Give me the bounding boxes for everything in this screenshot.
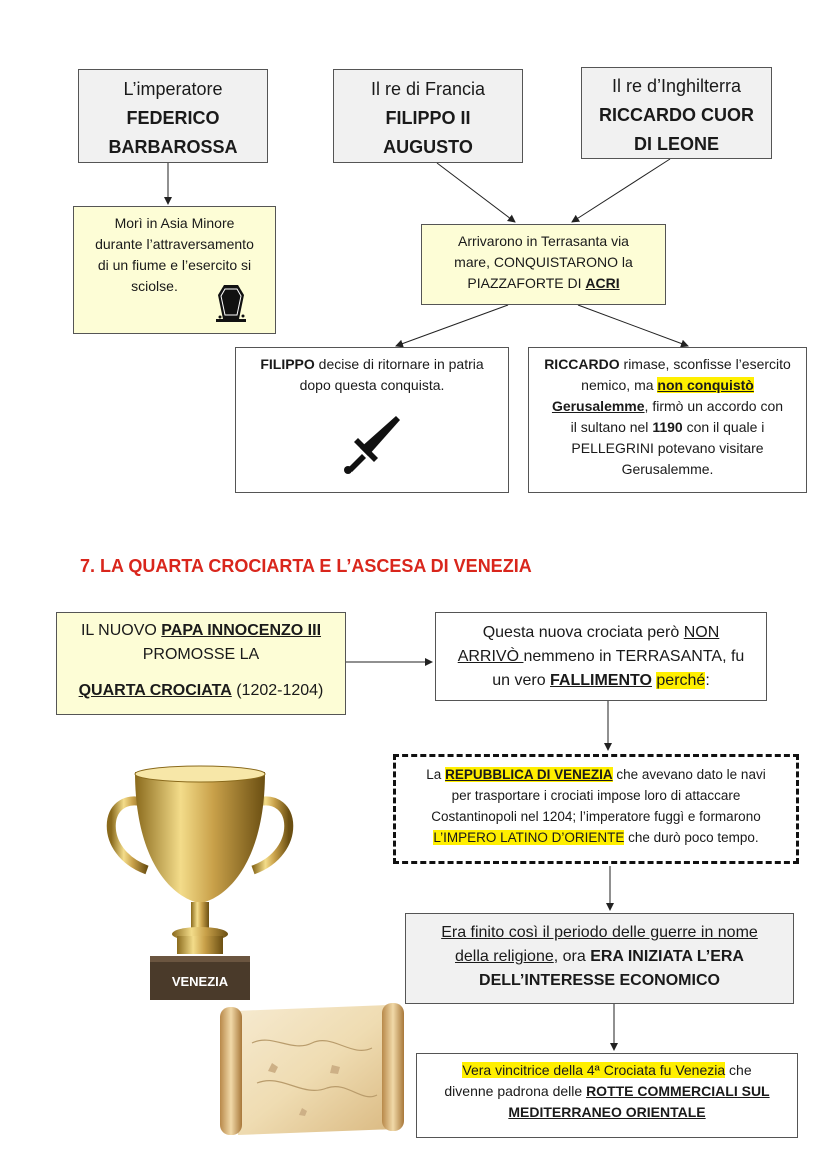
filippo-line: dopo questa conquista. <box>299 377 445 393</box>
arrow-acri-riccardo <box>578 305 688 346</box>
era-religion: della religione <box>455 948 554 965</box>
acri-name: ACRI <box>585 275 620 291</box>
emperor-box <box>78 69 268 163</box>
death-line: di un fiume e l’esercito si <box>97 257 252 273</box>
failure-fallimento: FALLIMENTO <box>550 672 652 689</box>
riccardo-text: il sultano nel <box>570 419 653 435</box>
era-text: , ora <box>553 948 591 965</box>
era-line <box>406 945 793 969</box>
sword-icon <box>340 412 404 476</box>
england-box <box>581 67 772 159</box>
failure-arrivo: ARRIVÒ <box>457 648 524 665</box>
venezia-line: per trasportare i crociati impose loro di attaccare <box>451 788 741 803</box>
failure-text: nemmeno in TERRASANTA, fu <box>523 648 745 665</box>
emperor-title: L’imperatore <box>123 79 223 99</box>
innocenzo-line: PROMOSSE LA <box>142 646 260 663</box>
death-line: sciolse. <box>131 278 178 294</box>
failure-line <box>436 621 766 645</box>
arrow-acri-filippo <box>396 305 508 346</box>
emperor-name-2: BARBAROSSA <box>108 137 238 157</box>
era-new: ERA INIZIATA L’ERA <box>590 948 744 965</box>
failure-text: un vero <box>492 672 551 689</box>
riccardo-name: RICCARDO <box>544 356 620 372</box>
filippo-box <box>235 347 509 493</box>
failure-perche: perché <box>656 672 706 689</box>
riccardo-highlight: non conquistò <box>657 377 754 393</box>
filippo-name: FILIPPO <box>260 356 315 372</box>
acri-line <box>422 273 665 294</box>
riccardo-line <box>529 375 806 396</box>
winner-routes: ROTTE COMMERCIALI SUL <box>586 1083 770 1099</box>
innocenzo-crusade: QUARTA CROCIATA <box>78 682 232 699</box>
innocenzo-pope: PAPA INNOCENZO III <box>161 622 322 639</box>
coffin-icon <box>214 283 248 323</box>
riccardo-text: nemico, ma <box>581 377 658 393</box>
winner-venezia: Vera vincitrice della 4ª Crociata fu Venezia <box>462 1062 726 1078</box>
filippo-text: decise di ritornare in patria <box>314 356 484 372</box>
trophy-image <box>95 762 305 1002</box>
filippo-line <box>236 354 508 375</box>
innocenzo-line <box>57 619 345 643</box>
acri-line: mare, CONQUISTARONO la <box>454 254 633 270</box>
riccardo-line <box>529 417 806 438</box>
arrow-england-acri <box>572 159 670 222</box>
england-name-1: RICCARDO CUOR <box>599 105 754 125</box>
venezia-republic: REPUBBLICA DI VENEZIA <box>445 767 613 782</box>
era-economic: DELL’INTERESSE ECONOMICO <box>479 972 720 989</box>
winner-line <box>417 1081 797 1102</box>
france-box <box>333 69 523 163</box>
winner-box <box>416 1053 798 1138</box>
innocenzo-years: (1202-1204) <box>231 682 324 699</box>
venezia-text: che durò poco tempo. <box>624 830 759 845</box>
innocenzo-text: IL NUOVO <box>80 622 162 639</box>
winner-text: che <box>725 1062 752 1078</box>
failure-text: : <box>705 672 710 689</box>
winner-text: divenne padrona delle <box>444 1083 587 1099</box>
england-name-2: DI LEONE <box>633 134 719 154</box>
innocenzo-line <box>57 679 345 703</box>
scroll-drawing <box>212 1003 408 1139</box>
death-line: Morì in Asia Minore <box>114 215 235 231</box>
riccardo-text: rimase, sconfisse l’esercito <box>619 356 791 372</box>
acri-text: PIAZZAFORTE DI <box>467 275 586 291</box>
riccardo-line: Gerusalemme. <box>621 461 714 477</box>
france-title: Il re di Francia <box>370 79 486 99</box>
riccardo-year: 1190 <box>652 419 683 435</box>
failure-line <box>436 669 766 693</box>
failure-line <box>436 645 766 669</box>
france-name-2: AUGUSTO <box>383 137 473 157</box>
era-line: Era finito così il periodo delle guerre in nome <box>441 924 758 941</box>
venezia-empire: L’IMPERO LATINO D’ORIENTE <box>433 830 625 845</box>
emperor-name-1: FEDERICO <box>126 108 220 128</box>
venezia-text: La <box>426 767 446 782</box>
acri-box <box>421 224 666 305</box>
venezia-line <box>396 827 796 848</box>
death-line: durante l’attraversamento <box>95 236 254 252</box>
riccardo-line <box>529 396 806 417</box>
venezia-line: Costantinopoli nel 1204; l’imperatore fuggì e formarono <box>431 809 761 824</box>
acri-line: Arrivarono in Terrasanta via <box>458 233 629 249</box>
england-title: Il re d’Inghilterra <box>611 76 742 96</box>
riccardo-line <box>529 354 806 375</box>
trophy-plaque: VENEZIA <box>171 974 229 989</box>
barbarossa-death-box <box>73 206 276 334</box>
failure-text: Questa nuova crociata però <box>482 624 684 641</box>
arrow-france-acri <box>437 163 515 222</box>
map-scroll-image <box>212 1003 408 1139</box>
riccardo-box <box>528 347 807 493</box>
failure-non: NON <box>683 624 720 641</box>
riccardo-text: con il quale i <box>682 419 765 435</box>
section-heading: 7. LA QUARTA CROCIARTA E L’ASCESA DI VENEZIA <box>80 556 532 576</box>
winner-mediterranean: MEDITERRANEO ORIENTALE <box>508 1104 706 1120</box>
riccardo-line: PELLEGRINI potevano visitare <box>571 440 764 456</box>
riccardo-text: , firmò un accordo con <box>644 398 784 414</box>
innocenzo-box <box>56 612 346 715</box>
venezia-line <box>396 764 796 785</box>
venezia-text: che avevano dato le navi <box>612 767 766 782</box>
france-name-1: FILIPPO II <box>385 108 471 128</box>
failure-box <box>435 612 767 701</box>
riccardo-jerusalem: Gerusalemme <box>551 398 645 414</box>
era-box <box>405 913 794 1004</box>
trophy-cup <box>95 762 305 1002</box>
winner-line <box>417 1060 797 1081</box>
venezia-box <box>393 754 799 864</box>
